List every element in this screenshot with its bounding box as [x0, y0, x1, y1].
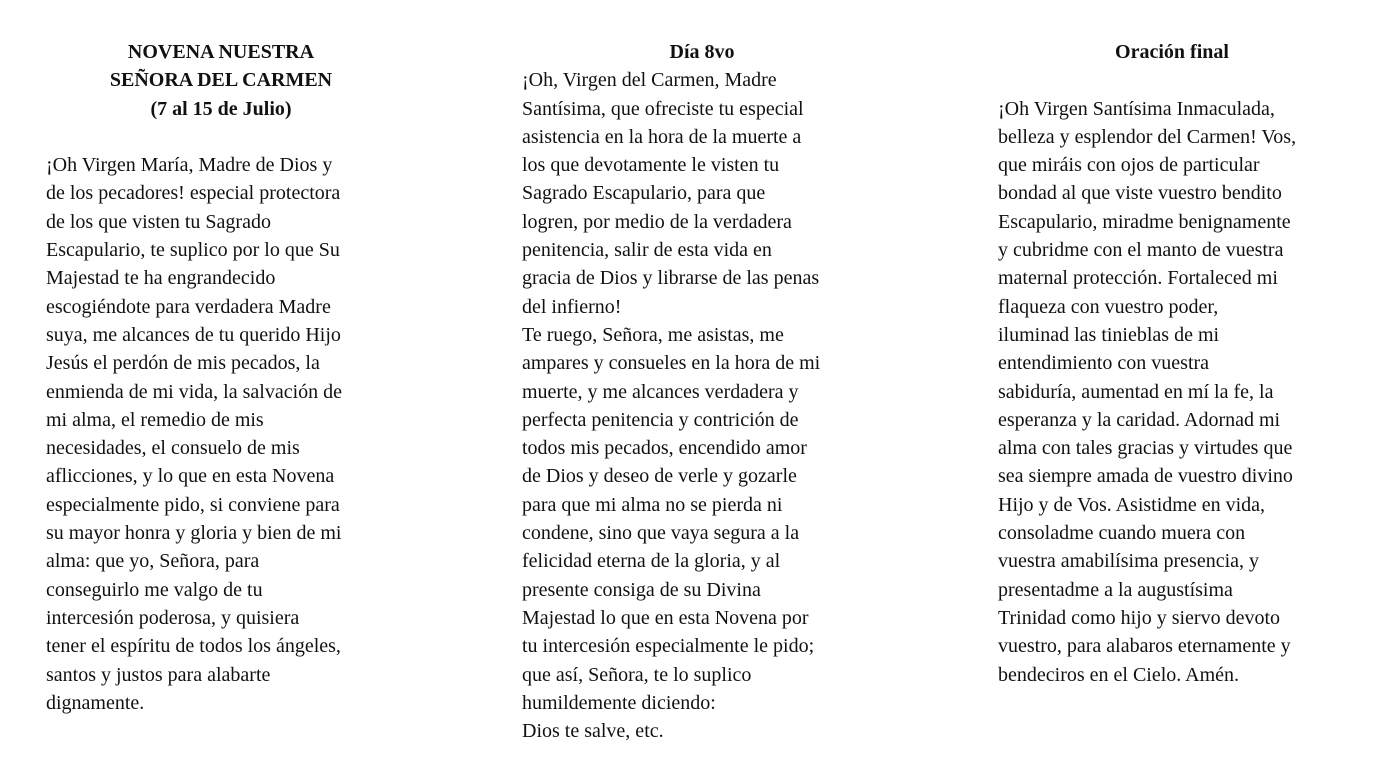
- text-line: escogiéndote para verdadera Madre: [46, 295, 331, 318]
- text-line: maternal protección. Fortaleced mi: [998, 267, 1278, 290]
- text-line: Majestad te ha engrandecido: [46, 267, 276, 290]
- day-eight-title: [522, 38, 882, 66]
- novena-title: [46, 38, 396, 123]
- text-line: gracia de Dios y librarse de las penas: [522, 267, 820, 290]
- day-eight-column: [522, 38, 872, 745]
- text-line: perfecta penitencia y contrición de: [522, 408, 799, 431]
- novena-intro-prayer: [46, 151, 396, 717]
- text-line: penitencia, salir de esta vida en: [522, 239, 772, 262]
- text-line: sabiduría, aumentad en mí la fe, la: [998, 380, 1274, 403]
- text-line: vuestra amabilísima presencia, y: [998, 550, 1260, 573]
- text-line: ¡Oh Virgen María, Madre de Dios y: [46, 154, 333, 177]
- text-line: del infierno!: [522, 295, 622, 318]
- text-line: Majestad lo que en esta Novena por: [522, 606, 809, 629]
- novena-intro-column: [46, 38, 396, 717]
- final-prayer-text: [998, 95, 1350, 689]
- text-line: tu intercesión especialmente le pido;: [522, 635, 815, 658]
- text-line: de Dios y deseo de verle y gozarle: [522, 465, 797, 488]
- day-eight-prayer: [522, 66, 872, 745]
- text-line: bondad al que viste vuestro bendito: [998, 182, 1282, 205]
- text-line: tener el espíritu de todos los ángeles,: [46, 635, 341, 658]
- text-line: belleza y esplendor del Carmen! Vos,: [998, 125, 1297, 148]
- text-line: entendimiento con vuestra: [998, 352, 1210, 375]
- text-line: santos y justos para alabarte: [46, 663, 271, 686]
- text-line: asistencia en la hora de la muerte a: [522, 125, 802, 148]
- text-line: necesidades, el consuelo de mis: [46, 437, 300, 460]
- text-line: presentadme a la augustísima: [998, 578, 1233, 601]
- title-line: (7 al 15 de Julio): [150, 97, 292, 120]
- text-line: Dios te salve, etc.: [522, 720, 664, 743]
- text-line: alma: que yo, Señora, para: [46, 550, 260, 573]
- text-line: mi alma, el remedio de mis: [46, 408, 264, 431]
- text-line: muerte, y me alcances verdadera y: [522, 380, 799, 403]
- text-line: los que devotamente le visten tu: [522, 154, 780, 177]
- text-line: enmienda de mi vida, la salvación de: [46, 380, 343, 403]
- title-line: NOVENA NUESTRA: [127, 41, 315, 63]
- text-line: Sagrado Escapulario, para que: [522, 182, 766, 205]
- text-line: aflicciones, y lo que en esta Novena: [46, 465, 335, 488]
- text-line: dignamente.: [46, 691, 145, 714]
- title-line: Día 8vo: [669, 41, 735, 63]
- text-line: Santísima, que ofreciste tu especial: [522, 97, 804, 120]
- final-prayer-title: [998, 38, 1346, 66]
- text-line: logren, por medio de la verdadera: [522, 210, 792, 233]
- text-line: Te ruego, Señora, me asistas, me: [522, 323, 784, 346]
- text-line: ampares y consueles en la hora de mi: [522, 352, 821, 375]
- text-line: su mayor honra y gloria y bien de mi: [46, 522, 342, 545]
- text-line: de los pecadores! especial protectora: [46, 182, 341, 205]
- text-line: para que mi alma no se pierda ni: [522, 493, 783, 516]
- title-line: Oración final: [1115, 41, 1229, 63]
- text-line: condene, sino que vaya segura a la: [522, 522, 800, 545]
- text-line: sea siempre amada de vuestro divino: [998, 465, 1293, 488]
- text-line: flaqueza con vuestro poder,: [998, 295, 1219, 318]
- text-line: suya, me alcances de tu querido Hijo: [46, 323, 341, 346]
- text-line: todos mis pecados, encendido amor: [522, 437, 807, 460]
- text-line: conseguirlo me valgo de tu: [46, 578, 263, 601]
- text-line: esperanza y la caridad. Adornad mi: [998, 408, 1281, 431]
- final-prayer-column: [998, 38, 1350, 689]
- text-line: alma con tales gracias y virtudes que: [998, 437, 1293, 460]
- text-line: que así, Señora, te lo suplico: [522, 663, 752, 686]
- text-line: ¡Oh Virgen Santísima Inmaculada,: [998, 97, 1275, 120]
- text-line: vuestro, para alabaros eternamente y: [998, 635, 1291, 658]
- text-line: Jesús el perdón de mis pecados, la: [46, 352, 320, 375]
- text-line: que miráis con ojos de particular: [998, 154, 1260, 177]
- text-line: Trinidad como hijo y siervo devoto: [998, 606, 1281, 629]
- text-line: de los que visten tu Sagrado: [46, 210, 271, 233]
- text-line: consoladme cuando muera con: [998, 522, 1246, 545]
- title-line: SEÑORA DEL CARMEN: [109, 69, 333, 92]
- text-line: bendeciros en el Cielo. Amén.: [998, 663, 1240, 686]
- text-line: especialmente pido, si conviene para: [46, 493, 340, 516]
- text-line: Escapulario, miradme benignamente: [998, 210, 1291, 233]
- text-line: y cubridme con el manto de vuestra: [998, 239, 1284, 262]
- text-line: iluminad las tinieblas de mi: [998, 323, 1220, 346]
- text-line: intercesión poderosa, y quisiera: [46, 606, 300, 629]
- text-line: presente consiga de su Divina: [522, 578, 761, 601]
- text-line: felicidad eterna de la gloria, y al: [522, 550, 781, 573]
- text-line: ¡Oh, Virgen del Carmen, Madre: [522, 69, 777, 92]
- text-line: Hijo y de Vos. Asistidme en vida,: [998, 493, 1266, 516]
- text-line: humildemente diciendo:: [522, 691, 716, 714]
- text-line: Escapulario, te suplico por lo que Su: [46, 239, 340, 262]
